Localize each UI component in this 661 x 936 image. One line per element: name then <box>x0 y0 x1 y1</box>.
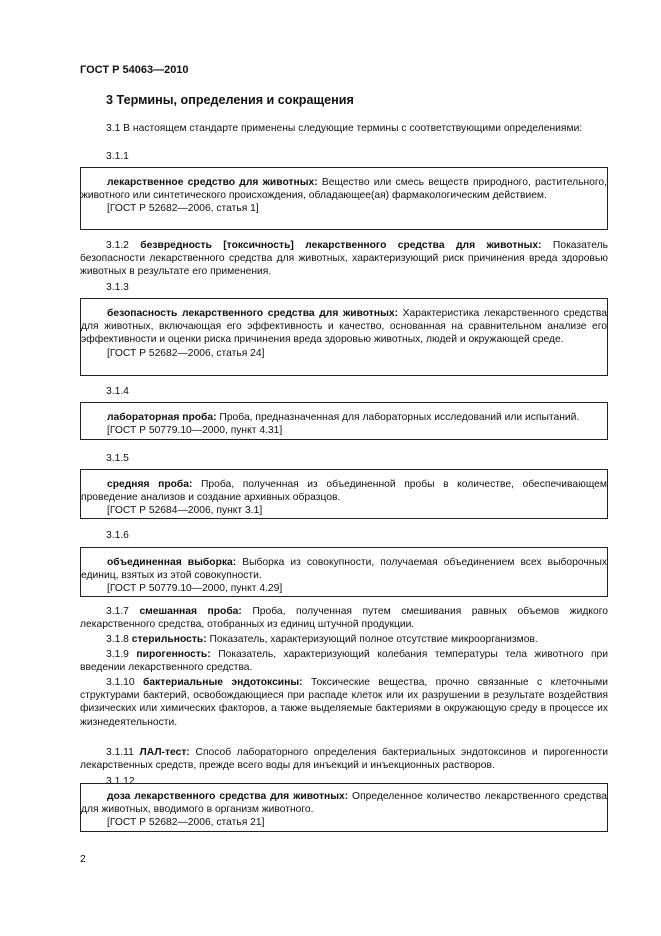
paragraph-3-1-8 <box>80 633 608 646</box>
document-header: ГОСТ Р 54063—2010 <box>80 64 189 76</box>
definition-box <box>80 547 608 597</box>
definition-box <box>80 402 608 440</box>
definition: Характеристика лекарственного средства для животных, включающая его эффективность и качество, основанная на сравнительном анализе его эффективности и оценки риска причинения вреда здоровью животных, людей и окружающей среде. <box>81 308 607 346</box>
definition: Токсические вещества, прочно связанные с клеточными структурами бактерий, освобождающиеся при распаде клеток или их разрушении в результате воздействия физических или химических факторов, а также выделяемые бактериями в окружающую среду в процессе их жизнедеятельности. <box>80 677 608 728</box>
definition: Способ лабораторного определения бактериальных эндотоксинов и пирогенности лекарственных средств, прежде всего воды для инъекций и инъекционных растворов. <box>80 747 608 772</box>
definition-text <box>81 176 607 202</box>
paragraph-3-1-2 <box>80 239 608 279</box>
definition: Определенное количество лекарственного средства для животных, вводимого в организм животного. <box>81 791 607 816</box>
paragraph-3-1-9 <box>80 648 608 674</box>
clause-number: 3.1.9 <box>106 649 137 660</box>
term: средняя проба: <box>107 479 193 490</box>
term: лабораторная проба: <box>107 412 217 423</box>
term: безопасность лекарственного средства для животных: <box>107 308 399 319</box>
definition-box <box>80 167 608 230</box>
term: бактериальные эндотоксины: <box>143 677 303 688</box>
paragraph-3-1-7 <box>80 605 608 631</box>
definition-text <box>81 478 607 504</box>
clause-number: 3.1.2 <box>106 240 141 251</box>
term: объединенная выборка: <box>107 557 237 568</box>
definition-box <box>80 298 608 376</box>
definition: Проба, полученная из объединенной пробы в количестве, обеспечивающем проведение анализов и создание архивных образцов. <box>81 479 607 504</box>
definition: Показатель, характеризующий полное отсутствие микроорганизмов. <box>206 634 538 645</box>
clause-number: 3.1.1 <box>106 151 129 162</box>
definition-text <box>81 411 607 424</box>
definition-text <box>81 790 607 816</box>
clause-number: 3.1.12 <box>106 776 135 787</box>
intro-paragraph: 3.1 В настоящем стандарте применены следующие термины с соответствующими определениями: <box>106 123 583 134</box>
source-reference: [ГОСТ Р 52682—2006, статья 1] <box>107 203 259 215</box>
term: безвредность [токсичность] лекарственного средства для животных: <box>140 240 542 251</box>
definition: Показатель безопасности лекарственного средства для животных, характеризующий риск причинения вреда здоровью животных в результате его применения. <box>80 240 608 278</box>
term: пирогенность: <box>136 649 211 660</box>
section-title: 3 Термины, определения и сокращения <box>106 93 354 107</box>
clause-number: 3.1.11 <box>106 747 140 758</box>
definition: Проба, предназначенная для лабораторных исследований или испытаний. <box>216 412 580 423</box>
term: ЛАЛ-тест: <box>139 747 190 758</box>
source-reference: [ГОСТ Р 50779.10—2000, пункт 4.29] <box>107 583 283 595</box>
paragraph-3-1-11 <box>80 746 608 772</box>
definition-box <box>80 783 608 832</box>
term: смешанная проба: <box>139 606 242 617</box>
page-number: 2 <box>80 854 86 865</box>
definition-box <box>80 469 608 519</box>
term: лекарственное средство для животных: <box>107 177 318 188</box>
source-reference: [ГОСТ Р 50779.10—2000, пункт 4.31] <box>107 425 283 437</box>
definition: Выборка из совокупности, получаемая объединением всех выборочных единиц, взятых из этой совокупности. <box>81 557 607 582</box>
clause-number: 3.1.6 <box>106 530 129 541</box>
clause-number: 3.1.8 <box>106 634 132 645</box>
clause-number: 3.1.10 <box>106 677 144 688</box>
term: доза лекарственного средства для животных: <box>107 791 349 802</box>
clause-number: 3.1.3 <box>106 282 129 293</box>
source-reference: [ГОСТ Р 52682—2006, статья 21] <box>107 817 265 829</box>
term: стерильность: <box>131 634 207 645</box>
definition: Вещество или смесь веществ природного, растительного, животного или синтетического происхождения, обладающее(ая) фармакологическим действием. <box>81 177 607 202</box>
clause-number: 3.1.7 <box>106 606 140 617</box>
definition: Показатель, характеризующий колебания температуры тела животного при введении лекарственного средства. <box>80 649 609 674</box>
clause-number: 3.1.5 <box>106 453 129 464</box>
definition: Проба, полученная путем смешивания равных объемов жидкого лекарственного средства, отобранных из единиц штучной продукции. <box>80 606 608 631</box>
paragraph-3-1-10 <box>80 676 608 729</box>
clause-number: 3.1.4 <box>106 386 129 397</box>
source-reference: [ГОСТ Р 52684—2006, пункт 3.1] <box>107 505 263 517</box>
definition-text <box>81 307 607 347</box>
source-reference: [ГОСТ Р 52682—2006, статья 24] <box>107 347 265 359</box>
definition-text <box>81 556 607 582</box>
